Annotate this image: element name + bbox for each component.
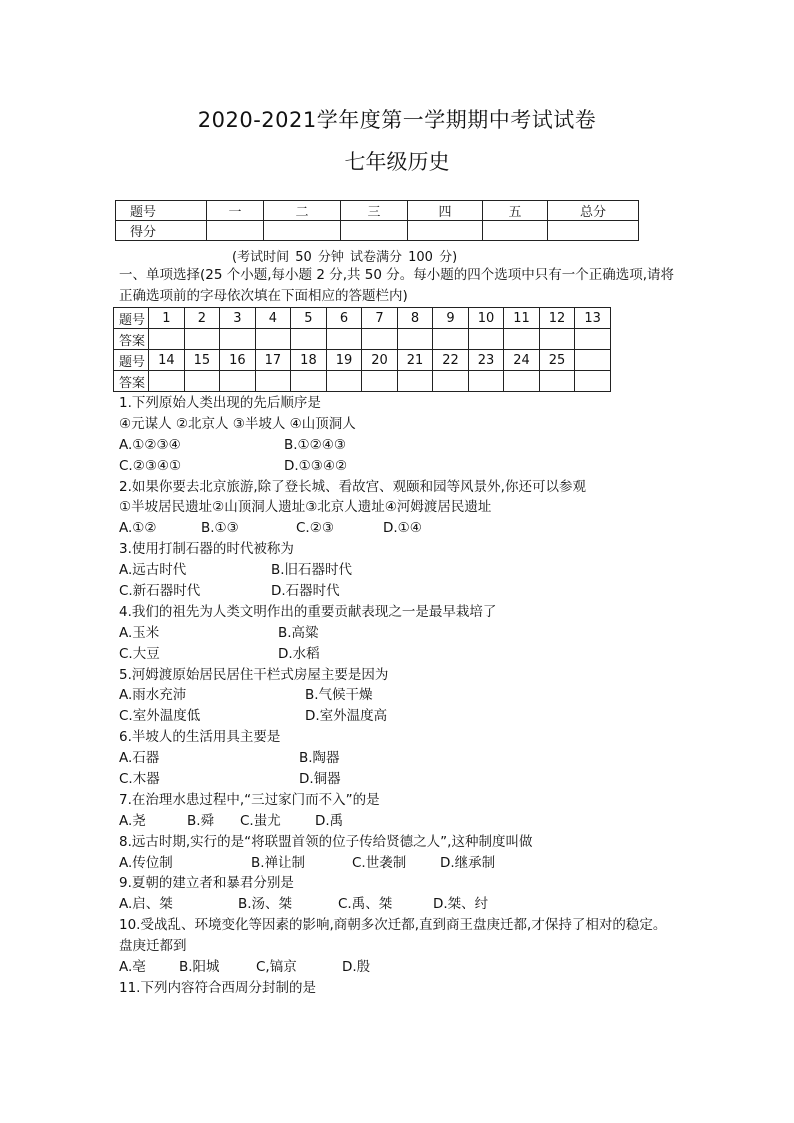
answer-cell[interactable] (433, 329, 469, 350)
option-row (119, 894, 689, 915)
option-b[interactable]: B.气候干燥 (305, 687, 373, 704)
option-d[interactable]: D.水稻 (278, 645, 320, 662)
option-a[interactable]: A.启、桀 (119, 896, 173, 913)
option-d[interactable]: D.室外温度高 (305, 708, 388, 725)
answer-table (113, 307, 611, 392)
question-number-cell: 25 (539, 350, 575, 371)
question-stem: 4.我们的祖先为人类文明作出的重要贡献表现之一是最早栽培了 (119, 603, 497, 620)
option-c[interactable]: C.大豆 (119, 645, 160, 662)
answer-cell[interactable] (362, 371, 398, 392)
option-d[interactable]: D.①③④② (284, 457, 348, 474)
question-number-cell: 10 (468, 308, 504, 329)
option-row (119, 706, 689, 727)
option-row (119, 623, 689, 644)
answer-cell[interactable] (291, 329, 327, 350)
answer-cell[interactable] (184, 329, 220, 350)
option-a[interactable]: A.①② (119, 520, 157, 537)
section-1-instruction-line-2: 正确选项前的字母依次填在下面相应的答题栏内) (119, 288, 408, 304)
answer-cell[interactable] (539, 371, 575, 392)
option-c[interactable]: C.蚩尤 (240, 812, 281, 829)
option-row (119, 769, 689, 790)
answer-cell[interactable] (433, 371, 469, 392)
score-input-cell[interactable] (264, 221, 341, 241)
question-number-cell: 22 (433, 350, 469, 371)
exam-note: (考试时间 50 分钟 试卷满分 100 分) (232, 250, 458, 265)
question-number-cell: 6 (326, 308, 362, 329)
question-number-cell: 15 (184, 350, 220, 371)
question-number-cell: 3 (220, 308, 256, 329)
question-number-cell: 16 (220, 350, 256, 371)
option-d[interactable]: D.桀、纣 (433, 896, 489, 913)
option-row (119, 435, 689, 456)
option-d[interactable]: D.石器时代 (271, 583, 340, 600)
question-number-cell: 8 (397, 308, 433, 329)
option-b[interactable]: B.①③ (201, 520, 239, 537)
option-b[interactable]: B.舜 (187, 812, 215, 829)
question-detail: ④元谋人 ②北京人 ③半坡人 ④山顶洞人 (119, 415, 356, 432)
option-a[interactable]: A.亳 (119, 959, 146, 976)
question-number-cell: 14 (149, 350, 185, 371)
option-c[interactable]: C.②③ (296, 520, 334, 537)
question-stem: 6.半坡人的生活用具主要是 (119, 729, 281, 746)
section-1-instruction-line-1: 一、单项选择(25 个小题,每小题 2 分,共 50 分。每小题的四个选项中只有一个正确选项,请将 (119, 267, 675, 283)
answer-cell[interactable] (575, 371, 611, 392)
option-d[interactable]: D.①④ (383, 520, 422, 537)
option-row (119, 811, 689, 832)
answer-cell[interactable] (504, 371, 540, 392)
option-row (119, 560, 689, 581)
answer-cell[interactable] (220, 329, 256, 350)
question-number-cell: 12 (539, 308, 575, 329)
score-table-row-header (116, 201, 639, 221)
option-c[interactable]: C.木器 (119, 771, 160, 788)
option-a[interactable]: A.尧 (119, 812, 146, 829)
answer-cell[interactable] (326, 371, 362, 392)
option-a[interactable]: A.雨水充沛 (119, 687, 187, 704)
question-number-cell (575, 350, 611, 371)
option-a[interactable]: A.玉米 (119, 624, 160, 641)
question-number-cell: 9 (433, 308, 469, 329)
question-number-cell: 5 (291, 308, 327, 329)
score-cell: 总分 (548, 201, 639, 221)
option-b[interactable]: B.高粱 (278, 624, 319, 641)
answer-cell[interactable] (291, 371, 327, 392)
option-c[interactable]: C.室外温度低 (119, 708, 201, 725)
answer-label: 答案 (114, 371, 149, 392)
answer-table-answer-row (114, 329, 611, 350)
question-stem: 5.河姆渡原始居民居住干栏式房屋主要是因为 (119, 666, 389, 683)
score-cell: 二 (264, 201, 341, 221)
question-number-cell: 17 (255, 350, 291, 371)
answer-cell[interactable] (362, 329, 398, 350)
option-b[interactable]: B.禅让制 (251, 854, 306, 871)
score-cell: 五 (483, 201, 548, 221)
question-number-cell: 4 (255, 308, 291, 329)
question-list (119, 393, 689, 999)
option-a[interactable]: A.传位制 (119, 854, 173, 871)
option-row (119, 685, 689, 706)
question-stem: 10.受战乱、环境变化等因素的影响,商朝多次迁都,直到商王盘庚迁都,才保持了相对的稳定。 (119, 917, 667, 934)
answer-table-number-row (114, 350, 611, 371)
option-b[interactable]: B.阳城 (179, 959, 220, 976)
score-cell: 三 (341, 201, 408, 221)
answer-cell[interactable] (397, 329, 433, 350)
answer-cell[interactable] (184, 371, 220, 392)
answer-cell[interactable] (255, 329, 291, 350)
answer-table-number-row (114, 308, 611, 329)
option-c[interactable]: C.新石器时代 (119, 583, 201, 600)
option-row (119, 644, 689, 665)
question-number-cell: 18 (291, 350, 327, 371)
answer-cell[interactable] (504, 329, 540, 350)
question-number-cell: 21 (397, 350, 433, 371)
option-d[interactable]: D.殷 (342, 959, 371, 976)
option-row (119, 748, 689, 769)
option-c[interactable]: C.世袭制 (352, 854, 407, 871)
option-d[interactable]: D.禹 (315, 812, 344, 829)
option-a[interactable]: A.远古时代 (119, 562, 187, 579)
question-stem: 7.在治理水患过程中,“三过家门而不入”的是 (119, 791, 380, 808)
question-number-cell: 11 (504, 308, 540, 329)
answer-cell[interactable] (468, 329, 504, 350)
question-stem: 1.下列原始人类出现的先后顺序是 (119, 395, 321, 411)
option-d[interactable]: D.铜器 (299, 771, 341, 788)
exam-title: 2020-2021学年度第一学期期中考试试卷 (197, 108, 597, 132)
answer-cell[interactable] (468, 371, 504, 392)
option-row (119, 957, 689, 978)
answer-label: 答案 (114, 329, 149, 350)
score-input-cell[interactable] (207, 221, 264, 241)
question-number-cell: 7 (362, 308, 398, 329)
question-number-cell: 23 (468, 350, 504, 371)
option-row (119, 581, 689, 602)
score-cell: 一 (207, 201, 264, 221)
question-stem: 3.使用打制石器的时代被称为 (119, 541, 294, 558)
option-b[interactable]: B.旧石器时代 (271, 562, 353, 579)
option-row (119, 853, 689, 874)
answer-cell[interactable] (149, 371, 185, 392)
answer-cell[interactable] (149, 329, 185, 350)
question-number-cell: 19 (326, 350, 362, 371)
exam-subtitle: 七年级历史 (344, 150, 450, 174)
score-cell: 四 (408, 201, 483, 221)
option-a[interactable]: A.①②③④ (119, 436, 181, 453)
score-input-cell[interactable] (483, 221, 548, 241)
question-stem: 8.远古时期,实行的是“将联盟首领的位子传给贤德之人”,这种制度叫做 (119, 833, 533, 850)
option-b[interactable]: B.汤、桀 (238, 896, 293, 913)
option-a[interactable]: A.石器 (119, 750, 160, 767)
score-cell: 题号 (116, 201, 207, 221)
option-d[interactable]: D.继承制 (440, 854, 496, 871)
question-number-cell: 20 (362, 350, 398, 371)
answer-cell[interactable] (575, 329, 611, 350)
question-number-cell: 13 (575, 308, 611, 329)
answer-cell[interactable] (326, 329, 362, 350)
answer-cell[interactable] (539, 329, 575, 350)
question-number-label: 题号 (114, 308, 149, 329)
score-table (115, 200, 639, 241)
option-row (119, 518, 689, 539)
question-detail: ①半坡居民遗址②山顶洞人遗址③北京人遗址④河姆渡居民遗址 (119, 499, 492, 516)
option-b[interactable]: B.①②④③ (284, 436, 346, 453)
option-b[interactable]: B.陶器 (299, 750, 340, 767)
question-number-label: 题号 (114, 350, 149, 371)
score-input-cell[interactable] (548, 221, 639, 241)
question-stem: 11.下列内容符合西周分封制的是 (119, 979, 316, 996)
score-input-cell[interactable] (341, 221, 408, 241)
answer-cell[interactable] (397, 371, 433, 392)
question-stem: 9.夏朝的建立者和暴君分别是 (119, 875, 294, 892)
option-row (119, 456, 689, 477)
question-number-cell: 2 (184, 308, 220, 329)
option-c[interactable]: C.禹、桀 (338, 896, 393, 913)
question-number-cell: 24 (504, 350, 540, 371)
option-c[interactable]: C.②③④① (119, 457, 182, 474)
answer-cell[interactable] (255, 371, 291, 392)
option-c[interactable]: C,镐京 (256, 959, 297, 976)
score-table-row-score (116, 221, 639, 241)
question-detail: 盘庚迁都到 (119, 938, 187, 955)
score-cell: 得分 (116, 221, 207, 241)
score-input-cell[interactable] (408, 221, 483, 241)
answer-cell[interactable] (220, 371, 256, 392)
question-number-cell: 1 (149, 308, 185, 329)
question-stem: 2.如果你要去北京旅游,除了登长城、看故宫、观颐和园等风景外,你还可以参观 (119, 478, 586, 495)
answer-table-answer-row (114, 371, 611, 392)
